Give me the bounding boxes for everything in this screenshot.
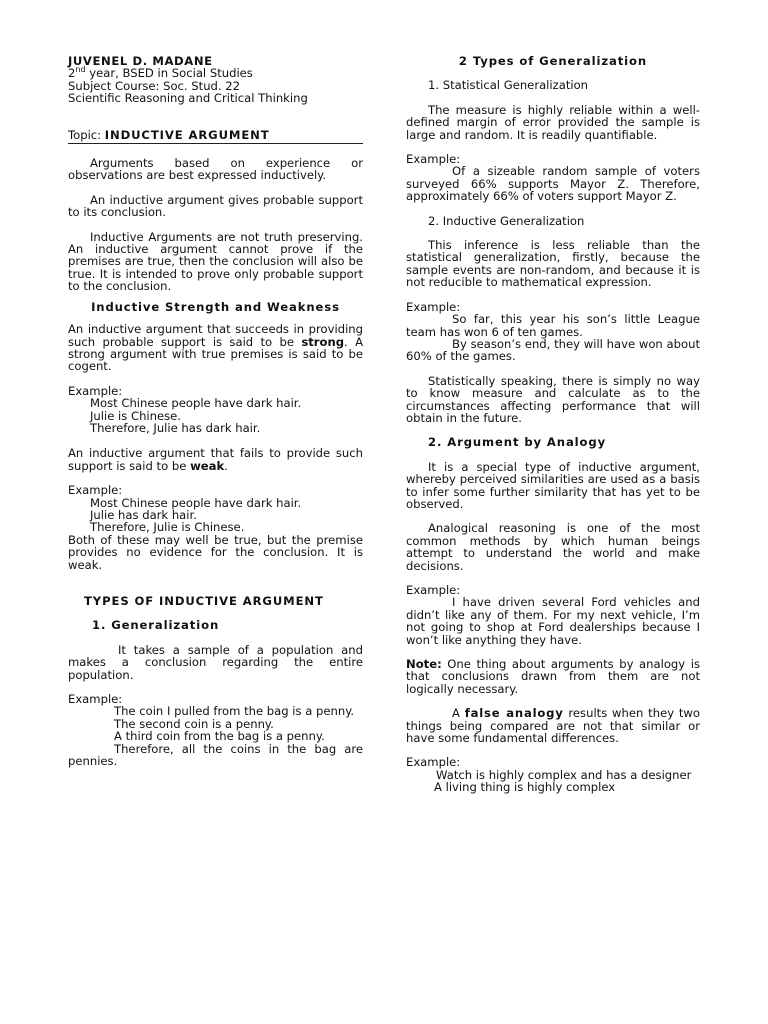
weak-pre: An inductive argument that fails to provide such support is said to be [68,446,363,473]
weak-post: . [224,458,228,473]
false-analogy-example-2: A living thing is highly complex [434,780,616,795]
statistical-description: The measure is highly reliable within a well-defined margin of error provided the sample is large and random. It is readily quantifiable. [406,102,700,142]
strong-word: strong [301,334,345,349]
heading-generalization: 1. Generalization [92,618,220,633]
example-weak-line-2: Julie has dark hair. [90,507,197,522]
example-strong-line-1: Most Chinese people have dark hair. [90,396,302,411]
inductive-example-2: By season’s end, they will have won about 60% of the games. [406,336,700,364]
topic-title: INDUCTIVE ARGUMENT [104,127,270,142]
weak-paragraph [68,447,363,472]
heading-analogy: 2. Argument by Analogy [428,435,607,450]
note-label: Note: [406,657,442,672]
coin-line-3: A third coin from the bag is a penny. [114,729,325,744]
statistically-speaking: Statistically speaking, there is simply no way to know measure and calculate as to the circumstances affecting performance that will obtain in the future. [406,373,700,425]
example-label: Example: [406,152,461,167]
example-label: Example: [68,383,123,398]
example-weak-line-1: Most Chinese people have dark hair. [90,495,302,510]
example-label: Example: [406,755,461,770]
strong-paragraph [68,323,363,373]
heading-inductive-generalization: 2. Inductive Generalization [428,213,585,228]
example-label: Example: [406,583,461,597]
heading-strength-weakness: Inductive Strength and Weakness [91,299,340,314]
example-weak-line-3: Therefore, Julie is Chinese. [90,520,245,535]
right-column [406,55,700,794]
false-analogy-pre: A [452,706,465,721]
false-analogy-term: false analogy [464,706,564,721]
year-rest: year, BSED in Social Studies [85,66,253,81]
topic-line [68,129,363,144]
year-superscript: nd [75,65,86,75]
year-number: 2 [68,66,76,81]
generalization-description: It takes a sample of a population and makes a conclusion regarding the entire population. [68,642,363,682]
example-strong-line-3: Therefore, Julie has dark hair. [90,420,261,435]
note-text: One thing about arguments by analogy is that conclusions drawn from them are not logically necessary. [406,657,700,696]
inductive-example-1: So far, this year his son’s little League team has won 6 of ten games. [406,312,700,339]
note-paragraph [406,658,700,695]
year-course [68,67,363,79]
coin-line-2: The second coin is a penny. [114,716,274,731]
example-label: Example: [406,299,461,314]
topic-label: Topic: [68,127,105,142]
coin-line-1: The coin I pulled from the bag is a penny. [114,704,355,719]
analogy-description-1: It is a special type of inductive argument, whereby perceived similarities are used as a basis to infer some further similarity that has yet to be observed. [406,459,700,511]
intro-paragraph-2: An inductive argument gives probable support to its conclusion. [68,192,363,220]
analogy-description-2: Analogical reasoning is one of the most common methods by which human beings attempt to understand the world and make decisions. [406,521,700,573]
analogy-example: I have driven several Ford vehicles and didn’t like any of them. For my next vehicle, I’m not going to shop at Ford dealerships because I won’t like anything they have. [406,595,700,647]
course-title: Scientific Reasoning and Critical Thinking [68,91,308,106]
strong-pre: An inductive argument that succeeds in providing such probable support is said to be [68,322,363,349]
inductive-description: This inference is less reliable than the statistical generalization, firstly, because the sample events are non-random, and because it is not reducible to mathematical expression. [406,238,700,290]
heading-types-of-generalization: 2 Types of Generalization [458,54,648,68]
intro-paragraph-3: Inductive Arguments are not truth preserving. An inductive argument cannot prove if the premises are true, then the conclusion will also be true. It is intended to prove only probable support to the conclusion. [68,229,363,294]
heading-statistical: 1. Statistical Generalization [428,78,589,93]
example-strong-line-2: Julie is Chinese. [90,408,181,423]
statistical-example: Of a sizeable random sample of voters surveyed 66% supports Mayor Z. Therefore, approximately 66% of voters support Mayor Z. [406,164,700,204]
left-column [68,55,363,767]
subject-course: Subject Course: Soc. Stud. 22 [68,78,241,93]
intro-paragraph-1: Arguments based on experience or observations are best expressed inductively. [68,156,363,183]
example-label: Example: [68,483,123,498]
false-analogy-paragraph [406,707,700,744]
coin-line-4: Therefore, all the coins in the bag are pennies. [68,741,363,769]
weak-note: Both of these may well be true, but the premise provides no evidence for the conclusion. It is weak. [68,532,363,572]
strong-post: . A strong argument with true premises is said to be cogent. [68,334,363,374]
false-analogy-post: results when they two things being compared are not that similar or have some fundamental differences. [406,706,700,746]
example-label: Example: [68,692,123,707]
false-analogy-example-1: Watch is highly complex and has a designer [436,767,692,782]
heading-types: TYPES OF INDUCTIVE ARGUMENT [84,594,324,608]
author-name: JUVENEL D. MADANE [68,54,213,68]
weak-word: weak [190,458,225,473]
